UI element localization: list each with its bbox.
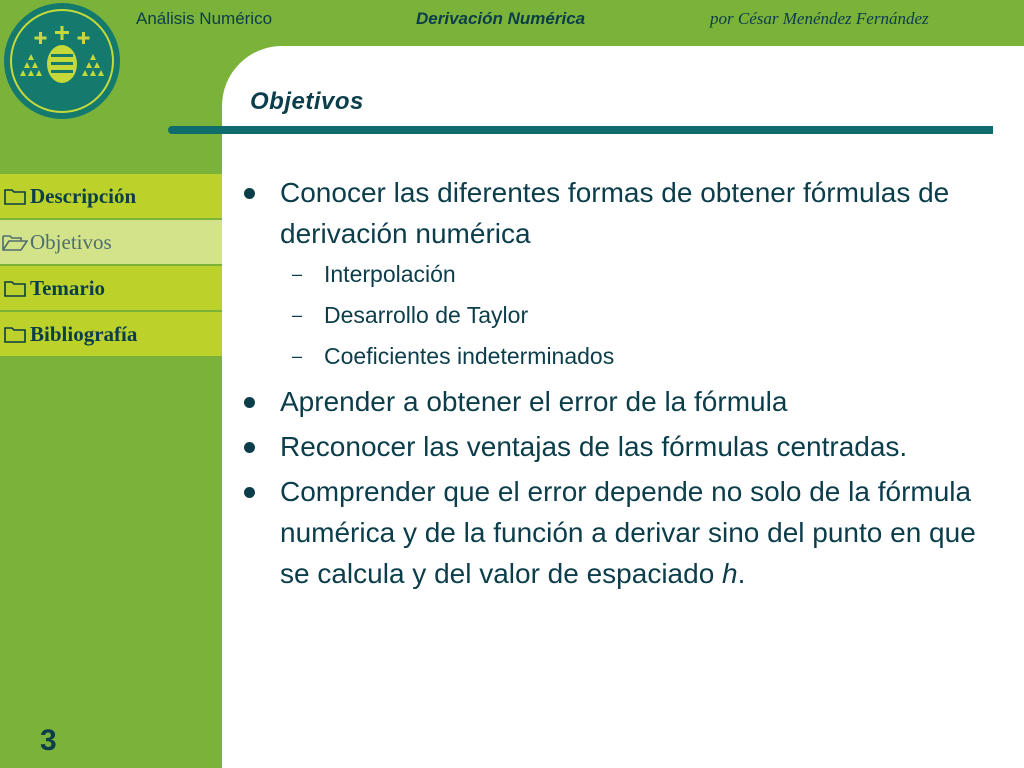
sub-item-text: Desarrollo de Taylor: [324, 302, 529, 328]
nav-item-descripcion[interactable]: [0, 174, 222, 218]
university-logo: [3, 2, 121, 120]
author-credit: por César Menéndez Fernández: [710, 9, 929, 28]
topic-title: Derivación Numérica: [416, 9, 586, 28]
nav-item-objetivos[interactable]: [0, 220, 222, 264]
dash-marker: –: [292, 346, 303, 366]
nav-item-label: Descripción: [30, 183, 137, 208]
nav-item-label: Objetivos: [30, 229, 112, 254]
sub-item-text: Coeficientes indeterminados: [324, 343, 615, 369]
folder-icon: [0, 325, 30, 343]
folder-icon: [0, 279, 30, 297]
bullet-item: Aprender a obtener el error de la fórmula: [240, 381, 980, 422]
page-number: 3: [40, 724, 57, 757]
dash-marker: –: [292, 305, 303, 325]
bullet-item: [240, 471, 980, 594]
nav-item-label: Temario: [30, 275, 106, 300]
title-divider: [168, 126, 993, 134]
dash-marker: –: [292, 264, 303, 284]
nav-item-temario[interactable]: [0, 266, 222, 310]
variable-h: h: [722, 558, 738, 589]
sub-item-text: Interpolación: [324, 261, 456, 287]
nav-item-bibliografia[interactable]: [0, 312, 222, 356]
bullet-item: Reconocer las ventajas de las fórmulas centradas.: [240, 426, 980, 467]
nav-item-label: Bibliografía: [30, 321, 138, 346]
course-title: Análisis Numérico: [136, 9, 273, 28]
sub-item: [240, 336, 980, 377]
objectives-list: [240, 172, 980, 594]
section-title: Objetivos: [250, 88, 364, 115]
sub-item: [240, 295, 980, 336]
folder-open-icon: [0, 233, 30, 251]
sub-item: [240, 254, 980, 295]
folder-icon: [0, 187, 30, 205]
bullet-text-end: .: [737, 558, 746, 589]
bullet-text: Comprender que el error depende no solo de la fórmula numérica y de la función a derivar sino del punto en que se calcula y del valor de espaciado: [280, 476, 976, 589]
bullet-item: Conocer las diferentes formas de obtener fórmulas de derivación numérica: [240, 172, 980, 254]
sidebar-nav: [0, 174, 222, 358]
